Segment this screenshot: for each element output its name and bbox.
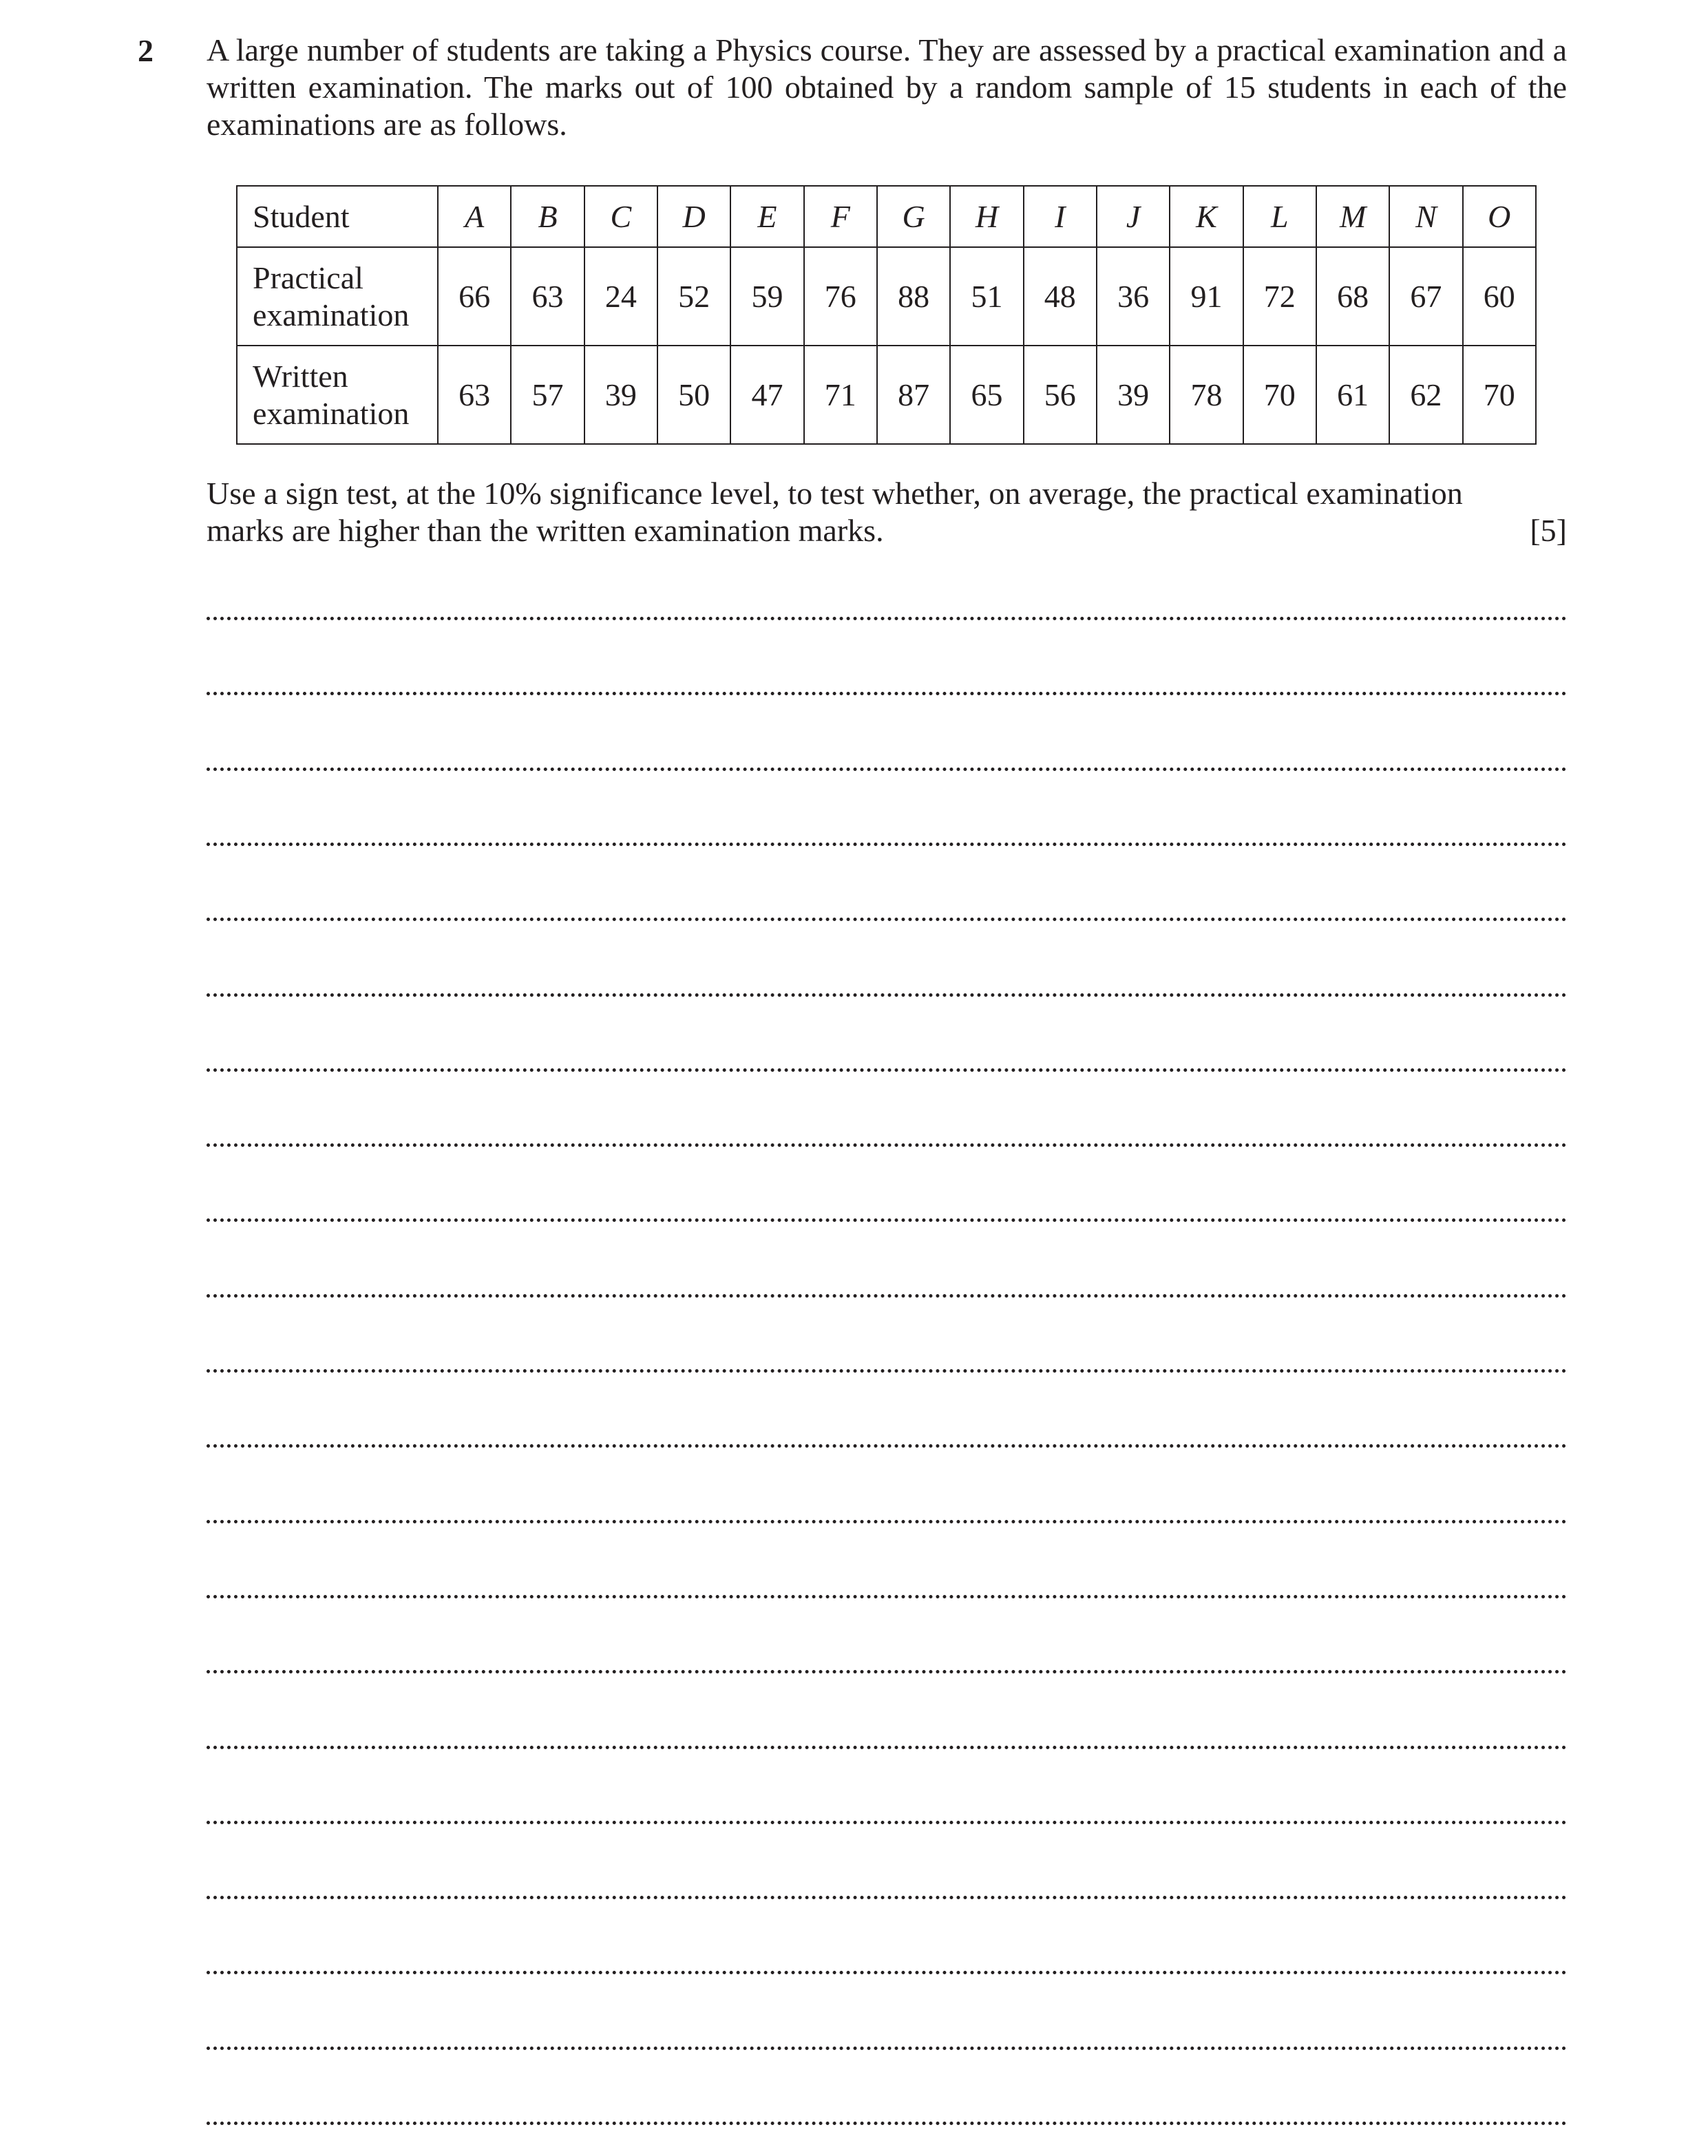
practical-mark-cell: 66 bbox=[438, 247, 511, 346]
answer-line[interactable] bbox=[207, 1520, 1567, 1523]
student-id-cell: C bbox=[584, 186, 657, 247]
written-mark-cell: 62 bbox=[1389, 346, 1462, 444]
answer-line[interactable] bbox=[207, 692, 1567, 695]
answer-line[interactable] bbox=[207, 1068, 1567, 1072]
answer-line[interactable] bbox=[207, 1971, 1567, 1974]
written-mark-cell: 56 bbox=[1024, 346, 1097, 444]
practical-mark-cell: 24 bbox=[584, 247, 657, 346]
written-mark-cell: 61 bbox=[1316, 346, 1389, 444]
written-mark-cell: 47 bbox=[730, 346, 803, 444]
written-mark-cell: 78 bbox=[1170, 346, 1243, 444]
written-mark-cell: 39 bbox=[1097, 346, 1170, 444]
marks-allocation: [5] bbox=[1530, 513, 1567, 548]
practical-mark-cell: 91 bbox=[1170, 247, 1243, 346]
written-label-line2: examination bbox=[253, 395, 410, 431]
practical-mark-cell: 59 bbox=[730, 247, 803, 346]
student-id-cell: J bbox=[1097, 186, 1170, 247]
written-mark-cell: 57 bbox=[511, 346, 584, 444]
task-line-1: Use a sign test, at the 10% significance level, to test whether, on average, the practical examination bbox=[207, 476, 1463, 511]
practical-label-line1: Practical bbox=[253, 260, 363, 295]
answer-line[interactable] bbox=[207, 617, 1567, 620]
practical-mark-cell: 72 bbox=[1243, 247, 1316, 346]
student-id-cell: H bbox=[950, 186, 1023, 247]
answer-line[interactable] bbox=[207, 1143, 1567, 1147]
practical-mark-cell: 88 bbox=[877, 247, 950, 346]
question-intro: A large number of students are taking a Physics course. They are assessed by a practical examination and a written examination. The marks out of 100 obtained by a random sample of 15 students in each of the examinations are as follows. bbox=[207, 32, 1567, 142]
written-mark-cell: 87 bbox=[877, 346, 950, 444]
answer-line[interactable] bbox=[207, 843, 1567, 846]
answer-line[interactable] bbox=[207, 2047, 1567, 2050]
practical-label bbox=[237, 247, 438, 346]
marks-table bbox=[236, 185, 1537, 445]
student-id-cell: D bbox=[657, 186, 730, 247]
written-mark-cell: 71 bbox=[804, 346, 877, 444]
answer-line[interactable] bbox=[207, 1444, 1567, 1448]
student-id-cell: F bbox=[804, 186, 877, 247]
answer-line[interactable] bbox=[207, 1218, 1567, 1222]
practical-mark-cell: 48 bbox=[1024, 247, 1097, 346]
answer-line[interactable] bbox=[207, 1746, 1567, 1749]
answer-line[interactable] bbox=[207, 1670, 1567, 1673]
written-mark-cell: 39 bbox=[584, 346, 657, 444]
question-number: 2 bbox=[138, 33, 154, 68]
student-id-cell: L bbox=[1243, 186, 1316, 247]
answer-line[interactable] bbox=[207, 1595, 1567, 1598]
answer-line[interactable] bbox=[207, 768, 1567, 771]
answer-line[interactable] bbox=[207, 1896, 1567, 1899]
practical-label-line2: examination bbox=[253, 297, 410, 332]
task-text bbox=[207, 475, 1567, 549]
student-id-cell: O bbox=[1463, 186, 1536, 247]
student-id-cell: I bbox=[1024, 186, 1097, 247]
written-label-line1: Written bbox=[253, 358, 348, 394]
practical-mark-cell: 76 bbox=[804, 247, 877, 346]
student-id-cell: K bbox=[1170, 186, 1243, 247]
written-mark-cell: 65 bbox=[950, 346, 1023, 444]
written-label bbox=[237, 346, 438, 444]
practical-mark-cell: 60 bbox=[1463, 247, 1536, 346]
practical-mark-cell: 63 bbox=[511, 247, 584, 346]
answer-line[interactable] bbox=[207, 1294, 1567, 1298]
written-mark-cell: 50 bbox=[657, 346, 730, 444]
student-header: Student bbox=[237, 186, 438, 247]
student-id-cell: B bbox=[511, 186, 584, 247]
answer-line[interactable] bbox=[207, 993, 1567, 997]
answer-line[interactable] bbox=[207, 1821, 1567, 1824]
practical-mark-cell: 51 bbox=[950, 247, 1023, 346]
written-mark-cell: 63 bbox=[438, 346, 511, 444]
student-row bbox=[237, 186, 1536, 247]
practical-mark-cell: 52 bbox=[657, 247, 730, 346]
student-id-cell: A bbox=[438, 186, 511, 247]
written-mark-cell: 70 bbox=[1463, 346, 1536, 444]
student-id-cell: N bbox=[1389, 186, 1462, 247]
student-id-cell: M bbox=[1316, 186, 1389, 247]
practical-mark-cell: 36 bbox=[1097, 247, 1170, 346]
written-row bbox=[237, 346, 1536, 444]
answer-line[interactable] bbox=[207, 2122, 1567, 2125]
practical-mark-cell: 67 bbox=[1389, 247, 1462, 346]
student-id-cell: E bbox=[730, 186, 803, 247]
student-id-cell: G bbox=[877, 186, 950, 247]
answer-line[interactable] bbox=[207, 1369, 1567, 1373]
practical-mark-cell: 68 bbox=[1316, 247, 1389, 346]
answer-line[interactable] bbox=[207, 918, 1567, 921]
written-mark-cell: 70 bbox=[1243, 346, 1316, 444]
task-line-2: marks are higher than the written examination marks. bbox=[207, 513, 884, 548]
practical-row bbox=[237, 247, 1536, 346]
